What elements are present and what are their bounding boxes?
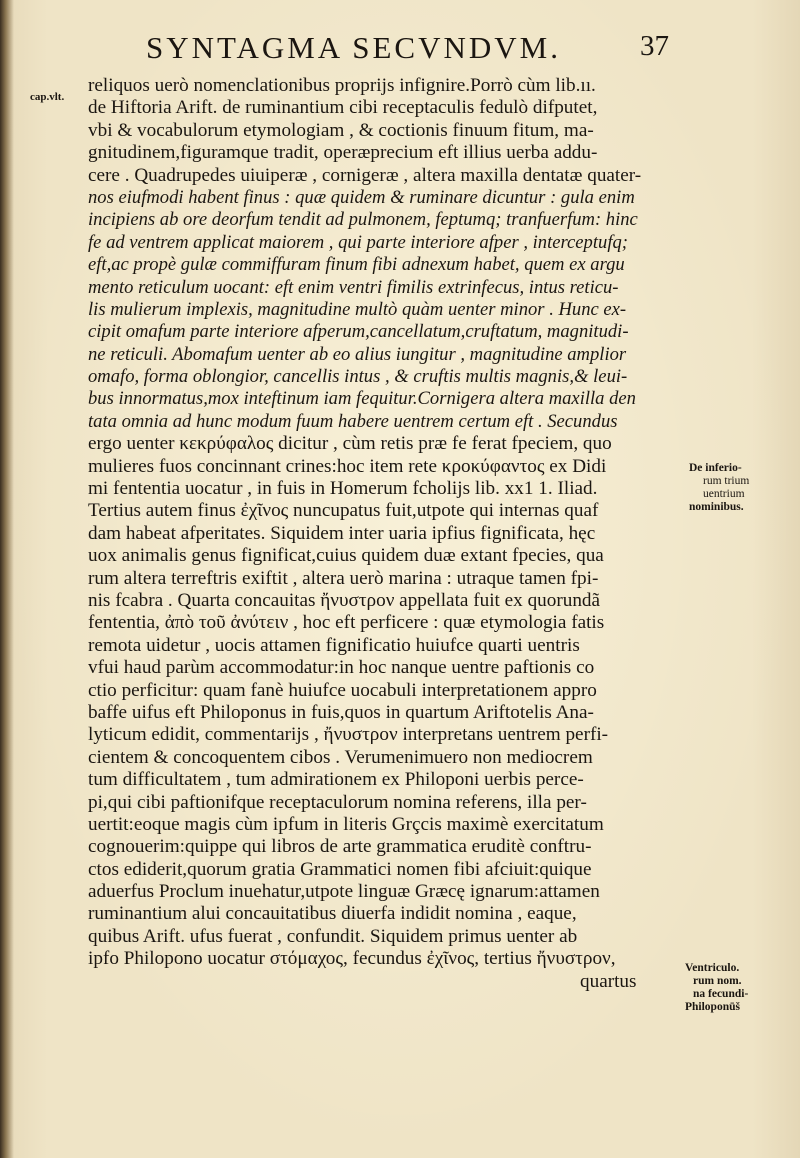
text-line: aduerfus Proclum inuehatur,utpote linguæ Græcę ignarum:attamen [88,881,600,903]
text-line: ctio perficitur: quam fanè huiufce uocabuli interpretationem appro [88,679,597,701]
text-line: vfui haud parùm accommodatur:in hoc nanque uentre paftionis co [88,657,595,679]
margin-note-inferior-stomachs [689,462,789,514]
text-line: ipfo Philopono uocatur στόμαχος, fecundus ἐχῖνος, tertius ἤνυστρον, [88,948,616,970]
margin-note-line: De inferio- [689,462,742,474]
margin-note-line: rum nom. [693,975,742,987]
text-line: quibus Arift. ufus fuerat , confundit. Siquidem primus uenter ab [88,925,578,947]
running-title: SYNTAGMA SECVNDVM. [146,30,561,65]
text-line: cipit omafum parte interiore afperum,cancellatum,cruftatum, magnitudi- [88,321,629,343]
text-line: tum difficultatem , tum admirationem ex Philoponi uerbis perce- [88,769,584,791]
text-line: mento reticulum uocant: eft enim ventri fimilis extrinfecus, intus reticu- [88,276,619,298]
text-line: ergo uenter κεκρύφαλος dicitur , cùm retis præ fe ferat fpeciem, quo [88,433,612,455]
page-number: 37 [640,30,669,62]
text-line: cientem & concoquentem cibos . Verumenimuero non mediocrem [88,746,593,768]
text-line: pi,qui cibi paftionifque receptaculorum nomina referens, illa per- [88,791,587,813]
text-line: baffe uifus eft Philoponus in fuis,quos in quartum Ariftotelis Ana- [88,701,594,723]
text-line: reliquos uerò nomenclationibus proprijs infignire.Porrò cùm lib.ıı. [88,75,596,96]
page-fold-shadow [0,0,14,1158]
text-line: cere . Quadrupedes uiuiperæ , cornigeræ , altera maxilla dentatæ quater- [88,164,642,186]
text-line: dam habeat afperitates. Siquidem inter uaria ipfius fignificata, hęc [88,522,596,544]
text-line: fententia, ἀπὸ τοῦ ἀνύτειν , hoc eft perficere : quæ etymologia fatis [88,612,605,634]
text-line: tata omnia ad hunc modum fuum habere uentrem certum eft . Secundus [88,410,618,432]
text-line: rum altera terreftris exiftit , altera uerò marina : utraque tamen fpi- [88,567,599,589]
text-line: uertit:eoque magis cùm ipfum in literis Grçcis maximè exercitatum [88,813,604,835]
text-line: fe ad ventrem applicat maiorem , qui parte interiore afper , interceptufq; [88,231,628,253]
text-line: remota uidetur , uocis attamen fignificatio huiufce quarti uentris [88,634,580,656]
margin-note-philoponus [685,962,785,1014]
text-line: vbi & vocabulorum etymologiam , & coctionis finuum fitum, ma- [88,119,594,141]
text-line: ctos ediderit,quorum gratia Grammatici nomen fibi afciuit:quique [88,858,592,880]
text-line: mulieres fuos concinnant crines:hoc item rete κροκύφαντος ex Didi [88,455,607,477]
text-line: lis mulierum implexis, magnitudine multò quàm uenter minor . Hunc ex- [88,298,627,320]
margin-chapter-ref: cap.vlt. [30,91,65,103]
text-line: mi fententia uocatur , in fuis in Homerum fcholijs lib. xx1 1. Iliad. [88,478,598,500]
text-line: nis fcabra . Quarta concauitas ἤνυστρον appellata fuit ex quorundã [88,589,601,611]
text-line: Tertius autem finus ἐχῖνος nuncupatus fuit,utpote qui internas quaf [88,500,599,522]
margin-note-line: nominibus. [689,501,744,513]
margin-note-line: rum trium [703,475,750,487]
text-line: incipiens ab ore deorfum tendit ad pulmonem, feptumq; tranfuerfum: hinc [88,209,638,231]
margin-note-line: uentrium [703,488,745,500]
text-line: bus innormatus,mox inteftinum iam fequitur.Cornigera altera maxilla den [88,388,636,410]
text-line: lyticum edidit, commentarijs , ἤνυστρον interpretans uentrem perfi- [88,724,609,746]
text-line: ruminantium alui concauitatibus diuerfa indidit nomina , eaque, [88,903,577,925]
margin-note-line: Ventriculo. [685,962,740,974]
text-line: nos eiufmodi habent finus : quæ quidem & ruminare dicuntur : gula enim [88,186,635,208]
margin-note-line: na fecundi- [693,988,749,1000]
body-text [88,75,678,993]
margin-note-line: Philoponūš [685,1001,740,1013]
text-line: eft,ac propè gulæ commiffuram finum fibi adnexum habet, quem ex argu [88,254,625,276]
text-line: cognouerim:quippe qui libros de arte grammatica eruditè conftru- [88,836,592,858]
text-line: ne reticuli. Abomafum uenter ab eo alius iungitur , magnitudine amplior [88,343,627,365]
text-line: uox animalis genus fignificat,cuius quidem duæ extant fpecies, qua [88,545,604,567]
catchword: quartus [580,970,637,992]
page-header [0,30,800,70]
text-line: gnitudinem,figuramque tradit, operæprecium eft illius uerba addu- [88,142,598,164]
text-line: omafo, forma oblongior, cancellis intus , & cruftis multis magnis,& leui- [88,366,628,388]
text-line: de Hiftoria Arift. de ruminantium cibi receptaculis fedulò difputet, [88,97,598,119]
